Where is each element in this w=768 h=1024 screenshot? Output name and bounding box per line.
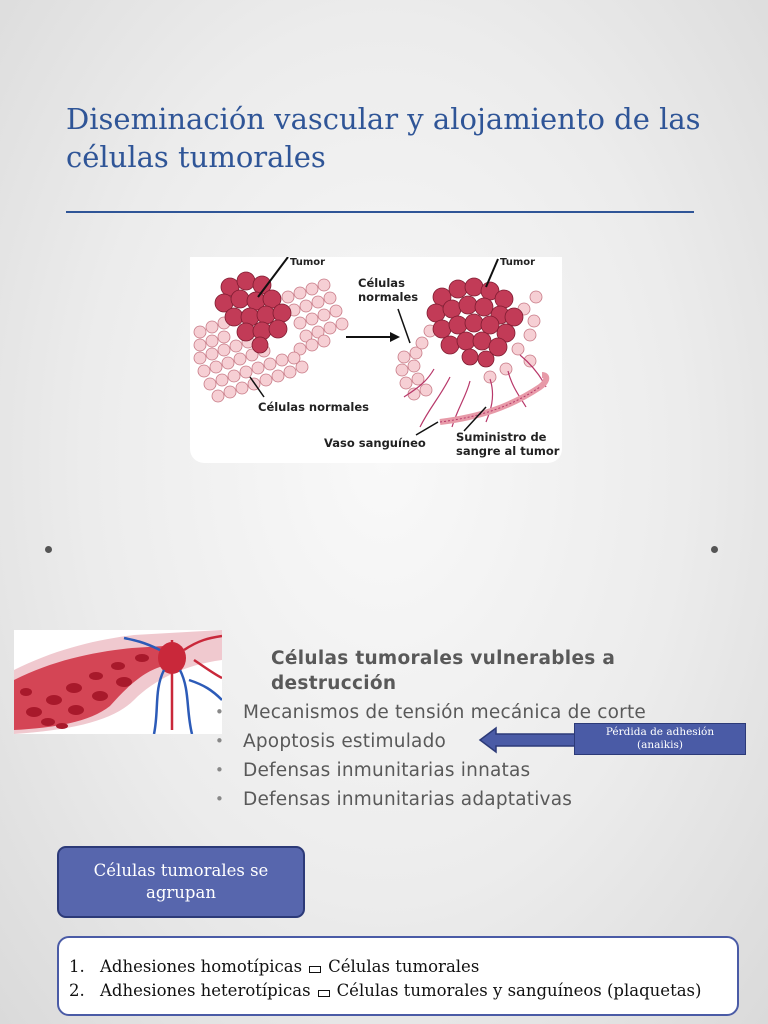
tumor-angiogenesis-diagram <box>190 257 562 463</box>
list-item: • Apoptosis estimulado <box>215 727 646 756</box>
label-vessel: Vaso sanguíneo <box>324 436 426 450</box>
vulnerability-list <box>215 698 646 814</box>
label-tumor-left: Tumor <box>290 257 326 268</box>
title-divider <box>66 211 694 213</box>
bullet-icon: • <box>215 732 225 750</box>
adhesion-result: Células tumorales <box>328 957 480 976</box>
list-item: • Defensas inmunitarias innatas <box>215 756 646 785</box>
list-item <box>69 979 701 1003</box>
anoikis-callout <box>574 723 746 755</box>
heart-blood-vessel-image <box>14 630 222 734</box>
label-supply-line1: Suministro de <box>456 430 547 444</box>
label-normal-cells-bottom: Células normales <box>258 400 370 414</box>
label-supply-line2: sangre al tumor <box>456 444 560 458</box>
page-title: Diseminación vascular y alojamiento de las células tumorales <box>66 102 701 174</box>
adhesion-list <box>69 955 701 1003</box>
list-item <box>69 955 701 979</box>
svg-text:Células: Células <box>358 276 405 290</box>
equals-icon <box>318 990 330 997</box>
bullet-icon: • <box>215 703 225 721</box>
bullet-icon: • <box>215 761 225 779</box>
decorative-dot-right <box>711 546 718 553</box>
adhesion-term: Adhesiones homotípicas <box>100 957 303 976</box>
bullet-icon: • <box>215 790 225 808</box>
vulnerable-heading: Células tumorales vulnerables a destrucción <box>271 648 616 694</box>
decorative-dot-left <box>45 546 52 553</box>
cells-group-box: Células tumorales se agrupan <box>57 846 305 918</box>
adhesion-list-box <box>57 936 739 1016</box>
list-number: 2. <box>69 981 85 1000</box>
list-item: • Mecanismos de tensión mecánica de corte <box>215 698 646 727</box>
svg-text:normales: normales <box>358 290 419 304</box>
adhesion-result: Células tumorales y sanguíneos (plaquetas) <box>336 981 702 1000</box>
equals-icon <box>309 966 321 973</box>
list-number: 1. <box>69 957 85 976</box>
callout-line1: Pérdida de adhesión <box>605 726 715 738</box>
callout-line2: (anaikis) <box>637 739 683 751</box>
adhesion-term: Adhesiones heterotípicas <box>100 981 311 1000</box>
label-tumor-right: Tumor <box>500 257 536 268</box>
list-item: • Defensas inmunitarias adaptativas <box>215 785 646 814</box>
